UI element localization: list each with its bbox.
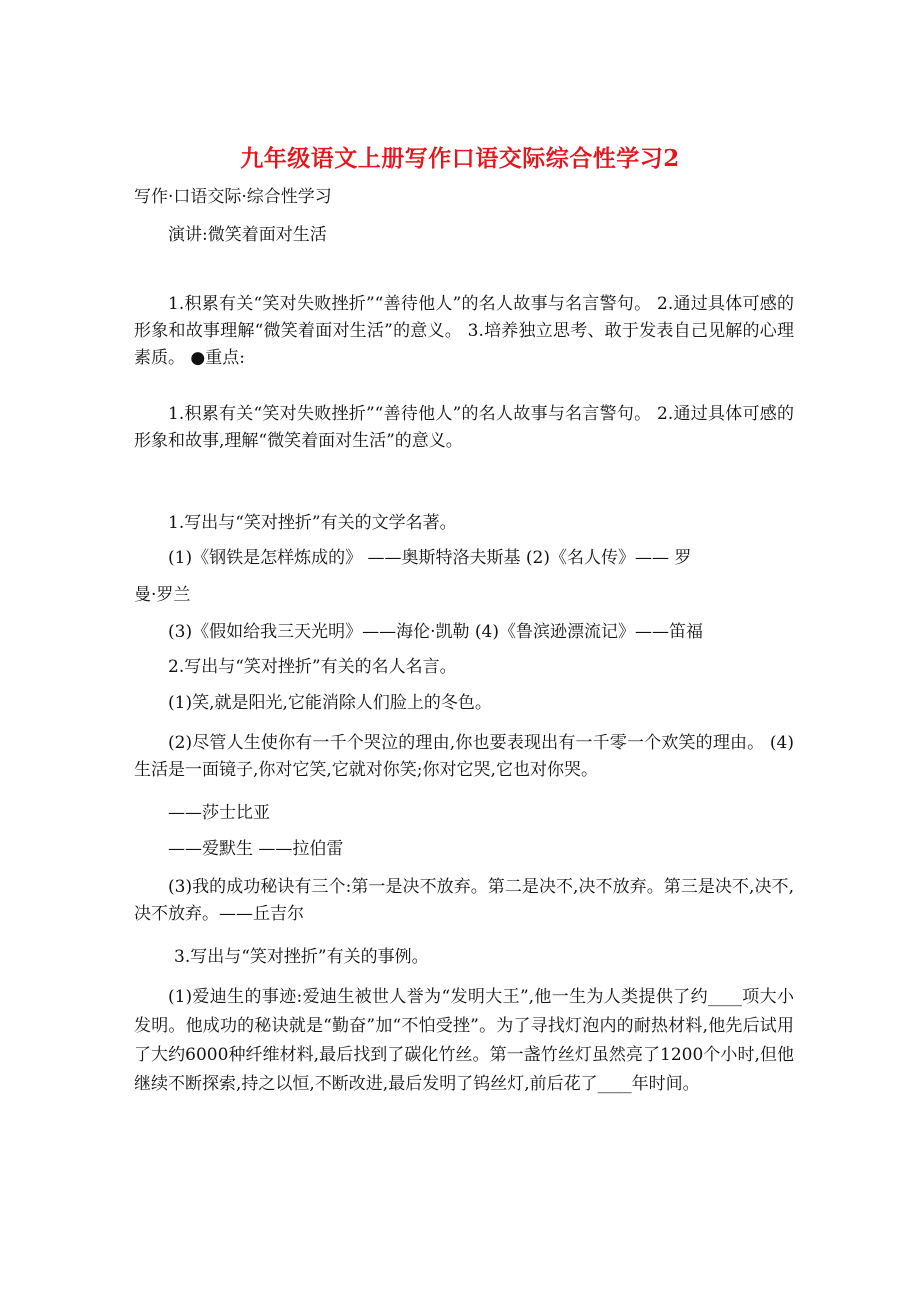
key-points-paragraph: 1.积累有关“笑对失败挫折”“善待他人”的名人故事与名言警句。 2.通过具体可感的形象和故事,理解“微笑着面对生活”的意义。 <box>134 404 794 451</box>
q1-items-line2: (3)《假如给我三天光明》——海伦·凯勒 (4)《鲁滨逊漂流记》——笛福 <box>168 622 703 642</box>
subtitle: 写作·口语交际·综合性学习 <box>134 187 332 207</box>
page-title: 九年级语文上册写作口语交际综合性学习2 <box>240 145 680 172</box>
q1-items-line1: (1)《钢铁是怎样炼成的》 ——奥斯特洛夫斯基 (2)《名人传》—— 罗 <box>168 548 692 568</box>
q2-quote1: (1)笑,就是阳光,它能消除人们脸上的冬色。 <box>168 693 492 713</box>
q1-items-line1-wrap: 曼·罗兰 <box>134 585 191 605</box>
q2-heading: 2.写出与“笑对挫折”有关的名人名言。 <box>168 657 457 677</box>
q2-quote3: (3)我的成功秘诀有三个:第一是决不放弃。第二是决不,决不放弃。第三是决不,决不,决不放弃。——丘吉尔 <box>134 877 794 924</box>
q1-heading: 1.写出与“笑对挫折”有关的文学名著。 <box>168 513 457 533</box>
objectives-paragraph: 1.积累有关“笑对失败挫折”“善待他人”的名人故事与名言警句。 2.通过具体可感的形象和故事理解“微笑着面对生活”的意义。 3.培养独立思考、敢于发表自己见解的心理素质。 ●重点: <box>134 294 794 368</box>
q3-edison-paragraph: (1)爱迪生的事迹:爱迪生被世人誉为“发明大王”,他一生为人类提供了约____项大小发明。他成功的秘诀就是“勤奋”加“不怕受挫”。为了寻找灯泡内的耐热材料,他先后试用了大约6000种纤维材料,最后找到了碳化竹丝。第一盏竹丝灯虽然亮了1200个小时,但他继续不断探索,持之以恒,不断改进,最后发明了钨丝灯,前后花了____年时间。 <box>134 987 794 1094</box>
q2-author1: ——莎士比亚 <box>168 803 270 823</box>
q2-quote2: (2)尽管人生使你有一千个哭泣的理由,你也要表现出有一千零一个欢笑的理由。 (4)生活是一面镜子,你对它笑,它就对你笑;你对它哭,它也对你哭。 <box>134 733 794 780</box>
q2-author2: ——爱默生 ——拉伯雷 <box>168 839 344 859</box>
topic-line: 演讲:微笑着面对生活 <box>168 225 327 245</box>
q3-heading: 3.写出与“笑对挫折”有关的事例。 <box>174 947 429 967</box>
